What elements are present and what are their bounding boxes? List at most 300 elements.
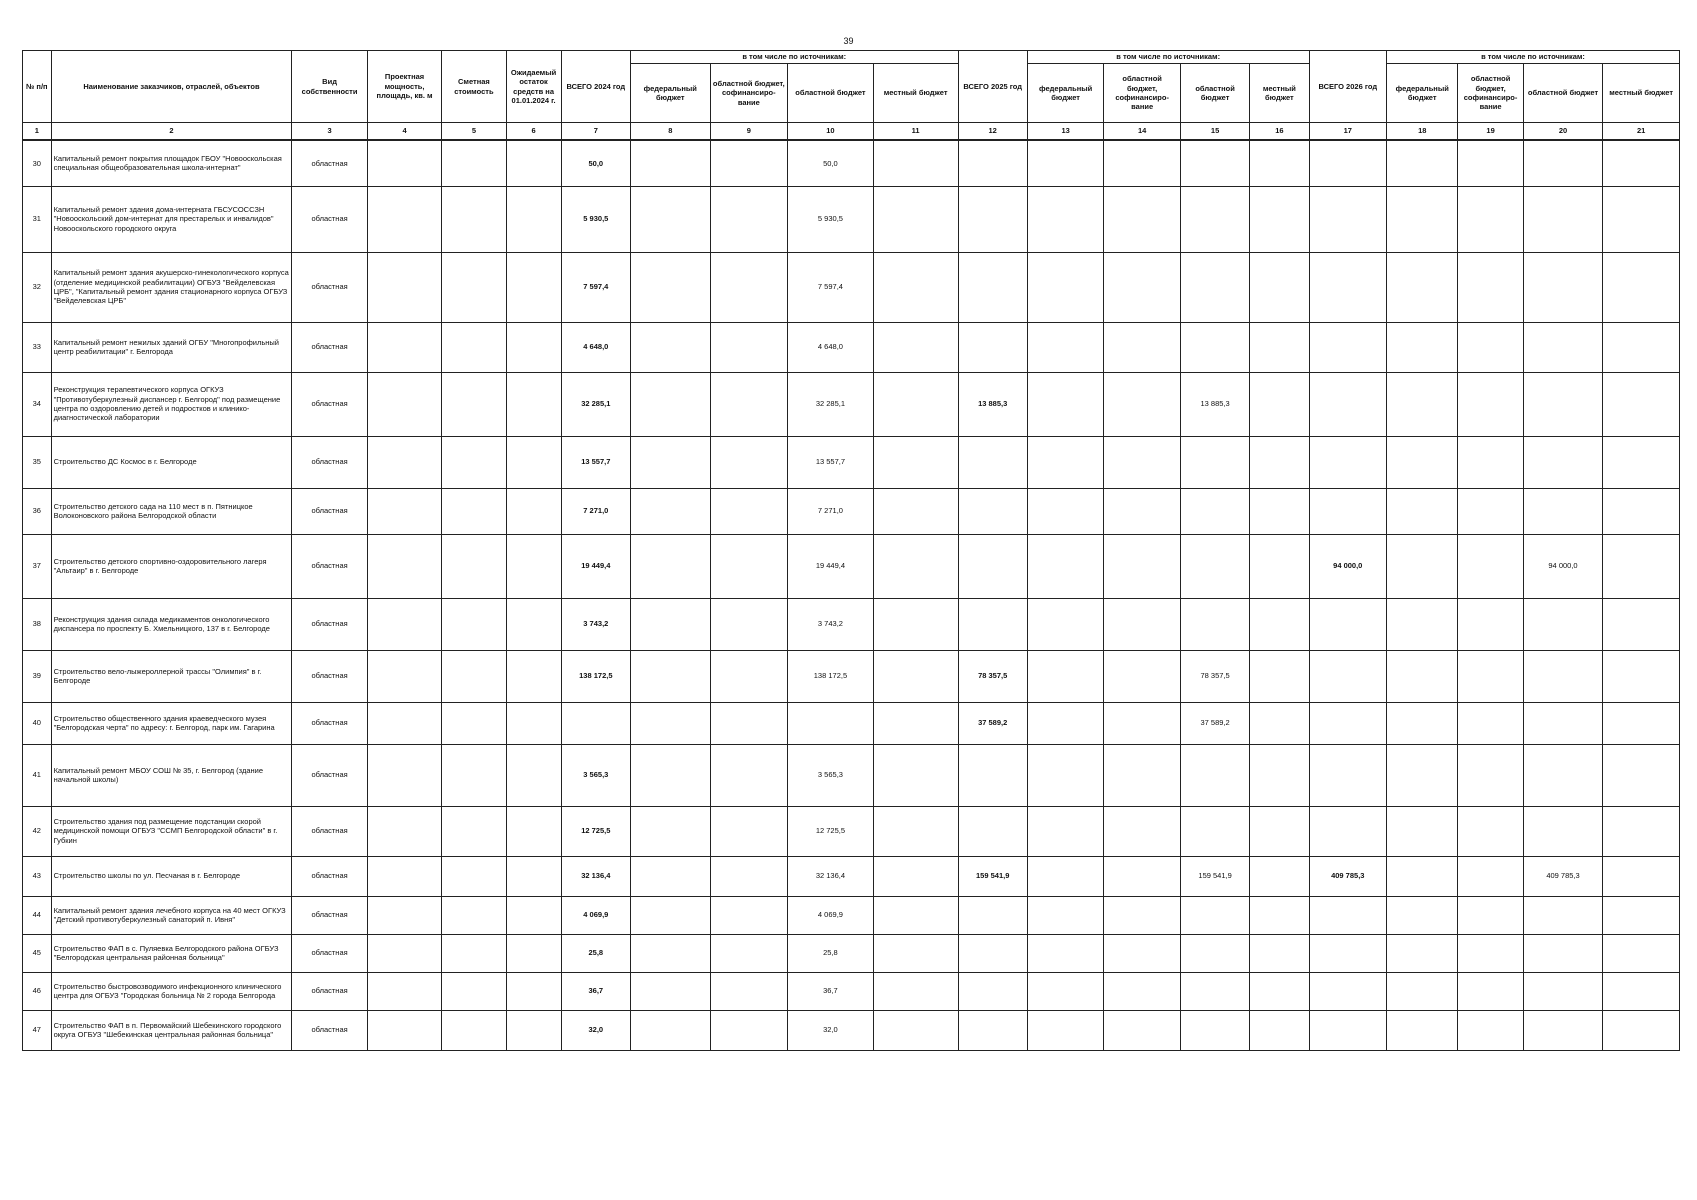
value-cell: [1603, 488, 1680, 534]
column-number-row: [23, 123, 1680, 141]
value-cell: [1458, 488, 1523, 534]
value-cell: [1387, 1010, 1458, 1050]
value-cell: [873, 488, 958, 534]
value-cell: [1603, 856, 1680, 896]
value-cell: [1309, 896, 1387, 934]
header-estimate: Сметная стоимость: [442, 51, 506, 123]
object-name: Капитальный ремонт здания дома-интерната ГБСУСОССЗН "Новооскольский дом-интернат для престарелых и инвалидов" Новооскольского городского округа: [51, 186, 292, 252]
value-cell: [1309, 598, 1387, 650]
value-cell: 50,0: [561, 140, 630, 186]
value-cell: [1387, 934, 1458, 972]
header-regional-cofin-2026: областной бюджет, софинансиро-вание: [1458, 64, 1523, 123]
value-cell: [367, 436, 441, 488]
value-cell: [631, 934, 711, 972]
value-cell: 3 743,2: [788, 598, 874, 650]
table-row: [23, 972, 1680, 1010]
column-number: 5: [442, 123, 506, 141]
header-regional-2024: областной бюджет: [788, 64, 874, 123]
value-cell: 138 172,5: [788, 650, 874, 702]
value-cell: [367, 322, 441, 372]
header-regional-2026: областной бюджет: [1523, 64, 1603, 123]
row-number: 39: [23, 650, 52, 702]
value-cell: [506, 856, 561, 896]
header-ownership: Вид собственности: [292, 51, 367, 123]
table-row: [23, 436, 1680, 488]
value-cell: [873, 322, 958, 372]
table-body: [23, 140, 1680, 1050]
value-cell: [367, 488, 441, 534]
ownership-type: областная: [292, 702, 367, 744]
header-local-2026: местный бюджет: [1603, 64, 1680, 123]
header-federal-2026: федеральный бюджет: [1387, 64, 1458, 123]
value-cell: [710, 934, 788, 972]
ownership-type: областная: [292, 856, 367, 896]
ownership-type: областная: [292, 598, 367, 650]
value-cell: [1458, 1010, 1523, 1050]
ownership-type: областная: [292, 372, 367, 436]
value-cell: [631, 534, 711, 598]
value-cell: [1027, 806, 1104, 856]
table-row: [23, 856, 1680, 896]
column-number: 3: [292, 123, 367, 141]
value-cell: [873, 598, 958, 650]
value-cell: [442, 534, 506, 598]
column-number: 9: [710, 123, 788, 141]
value-cell: [506, 650, 561, 702]
column-number: 4: [367, 123, 441, 141]
value-cell: [1387, 252, 1458, 322]
value-cell: [1104, 140, 1181, 186]
value-cell: 409 785,3: [1523, 856, 1603, 896]
value-cell: 25,8: [561, 934, 630, 972]
object-name: Строительство детского сада на 110 мест в п. Пятницкое Волоконовского района Белгородской области: [51, 488, 292, 534]
value-cell: [1603, 702, 1680, 744]
value-cell: [1603, 896, 1680, 934]
value-cell: 78 357,5: [1180, 650, 1249, 702]
object-name: Строительство быстровозводимого инфекционного клинического центра для ОГБУЗ "Городская больница № 2 города Белгорода: [51, 972, 292, 1010]
value-cell: [1523, 488, 1603, 534]
value-cell: [710, 972, 788, 1010]
row-number: 47: [23, 1010, 52, 1050]
value-cell: [367, 896, 441, 934]
value-cell: [1387, 534, 1458, 598]
value-cell: [1250, 322, 1309, 372]
value-cell: [1309, 744, 1387, 806]
value-cell: [873, 856, 958, 896]
object-name: Капитальный ремонт здания лечебного корпуса на 40 мест ОГКУЗ "Детский противотуберкулезный санаторий п. Ивня": [51, 896, 292, 934]
value-cell: [1603, 972, 1680, 1010]
value-cell: [873, 252, 958, 322]
value-cell: [1104, 806, 1181, 856]
value-cell: [1603, 372, 1680, 436]
table-row: [23, 488, 1680, 534]
value-cell: [442, 972, 506, 1010]
value-cell: [710, 488, 788, 534]
value-cell: [1458, 744, 1523, 806]
value-cell: 159 541,9: [958, 856, 1027, 896]
value-cell: [1458, 436, 1523, 488]
value-cell: [506, 806, 561, 856]
value-cell: 19 449,4: [561, 534, 630, 598]
value-cell: 94 000,0: [1309, 534, 1387, 598]
value-cell: [873, 372, 958, 436]
header-federal-2025: федеральный бюджет: [1027, 64, 1104, 123]
value-cell: 7 271,0: [561, 488, 630, 534]
value-cell: [1603, 534, 1680, 598]
value-cell: [710, 650, 788, 702]
value-cell: [958, 972, 1027, 1010]
value-cell: [1027, 322, 1104, 372]
ownership-type: областная: [292, 186, 367, 252]
value-cell: 19 449,4: [788, 534, 874, 598]
object-name: Строительство школы по ул. Песчаная в г. Белгороде: [51, 856, 292, 896]
value-cell: [873, 934, 958, 972]
table-row: [23, 534, 1680, 598]
row-number: 43: [23, 856, 52, 896]
table-row: [23, 186, 1680, 252]
value-cell: [506, 1010, 561, 1050]
value-cell: [1458, 140, 1523, 186]
value-cell: 5 930,5: [788, 186, 874, 252]
page-number: 39: [843, 36, 854, 46]
value-cell: [1387, 488, 1458, 534]
value-cell: [442, 186, 506, 252]
value-cell: [710, 744, 788, 806]
value-cell: [1180, 896, 1249, 934]
value-cell: [631, 252, 711, 322]
value-cell: [1027, 896, 1104, 934]
value-cell: [1603, 650, 1680, 702]
value-cell: [1250, 436, 1309, 488]
table-row: [23, 1010, 1680, 1050]
ownership-type: областная: [292, 972, 367, 1010]
value-cell: [710, 598, 788, 650]
row-number: 41: [23, 744, 52, 806]
column-number: 17: [1309, 123, 1387, 141]
table-row: [23, 252, 1680, 322]
value-cell: [1027, 744, 1104, 806]
value-cell: [442, 252, 506, 322]
value-cell: [506, 744, 561, 806]
value-cell: 7 597,4: [788, 252, 874, 322]
value-cell: [1250, 534, 1309, 598]
value-cell: [442, 436, 506, 488]
ownership-type: областная: [292, 140, 367, 186]
value-cell: [1523, 896, 1603, 934]
header-capacity: Проектная мощность, площадь, кв. м: [367, 51, 441, 123]
value-cell: [1250, 744, 1309, 806]
value-cell: [442, 140, 506, 186]
ownership-type: областная: [292, 488, 367, 534]
value-cell: [1387, 598, 1458, 650]
budget-table: [22, 50, 1680, 1051]
value-cell: [506, 436, 561, 488]
value-cell: 4 069,9: [788, 896, 874, 934]
value-cell: [1250, 252, 1309, 322]
row-number: 30: [23, 140, 52, 186]
value-cell: [1523, 322, 1603, 372]
value-cell: 3 565,3: [561, 744, 630, 806]
column-number: 18: [1387, 123, 1458, 141]
value-cell: 7 271,0: [788, 488, 874, 534]
header-regional-cofin-2024: областной бюджет, софинансиро-вание: [710, 64, 788, 123]
value-cell: [1027, 534, 1104, 598]
value-cell: [1387, 650, 1458, 702]
value-cell: [1027, 436, 1104, 488]
value-cell: [873, 972, 958, 1010]
value-cell: [1603, 806, 1680, 856]
value-cell: [710, 186, 788, 252]
value-cell: [1523, 598, 1603, 650]
value-cell: [1027, 1010, 1104, 1050]
value-cell: 409 785,3: [1309, 856, 1387, 896]
value-cell: [1603, 436, 1680, 488]
value-cell: [1104, 436, 1181, 488]
value-cell: [873, 436, 958, 488]
value-cell: [367, 972, 441, 1010]
value-cell: [1603, 744, 1680, 806]
value-cell: [1180, 252, 1249, 322]
value-cell: [1180, 436, 1249, 488]
table-row: [23, 140, 1680, 186]
value-cell: [1523, 806, 1603, 856]
column-number: 15: [1180, 123, 1249, 141]
value-cell: [367, 934, 441, 972]
value-cell: [1309, 972, 1387, 1010]
value-cell: [442, 1010, 506, 1050]
column-number: 20: [1523, 123, 1603, 141]
value-cell: [1027, 488, 1104, 534]
value-cell: [1458, 806, 1523, 856]
header-federal-2024: федеральный бюджет: [631, 64, 711, 123]
object-name: Строительство здания под размещение подстанции скорой медицинской помощи ОГБУЗ "ССМП Белгородской области" в г. Губкин: [51, 806, 292, 856]
value-cell: [442, 896, 506, 934]
table-row: [23, 322, 1680, 372]
value-cell: [1104, 856, 1181, 896]
value-cell: 94 000,0: [1523, 534, 1603, 598]
object-name: Строительство детского спортивно-оздоровительного лагеря "Альтаир" в г. Белгороде: [51, 534, 292, 598]
value-cell: [367, 650, 441, 702]
value-cell: [1387, 972, 1458, 1010]
value-cell: [1458, 252, 1523, 322]
value-cell: [958, 436, 1027, 488]
value-cell: 4 648,0: [788, 322, 874, 372]
value-cell: [873, 744, 958, 806]
value-cell: 138 172,5: [561, 650, 630, 702]
value-cell: [1104, 896, 1181, 934]
row-number: 34: [23, 372, 52, 436]
value-cell: [1387, 856, 1458, 896]
value-cell: [1104, 598, 1181, 650]
object-name: Строительство общественного здания краеведческого музея "Белгородская черта" по адресу: г. Белгород, парк им. Гагарина: [51, 702, 292, 744]
value-cell: [1458, 896, 1523, 934]
row-number: 32: [23, 252, 52, 322]
value-cell: [1180, 806, 1249, 856]
value-cell: [1523, 934, 1603, 972]
value-cell: 12 725,5: [788, 806, 874, 856]
value-cell: [710, 436, 788, 488]
value-cell: [958, 252, 1027, 322]
value-cell: 50,0: [788, 140, 874, 186]
row-number: 46: [23, 972, 52, 1010]
table-row: [23, 598, 1680, 650]
value-cell: [1250, 856, 1309, 896]
value-cell: [367, 372, 441, 436]
value-cell: [442, 372, 506, 436]
value-cell: [442, 806, 506, 856]
value-cell: [1180, 1010, 1249, 1050]
value-cell: [1309, 934, 1387, 972]
value-cell: [1027, 702, 1104, 744]
ownership-type: областная: [292, 436, 367, 488]
value-cell: [1250, 806, 1309, 856]
value-cell: [631, 488, 711, 534]
value-cell: [710, 534, 788, 598]
object-name: Капитальный ремонт покрытия площадок ГБОУ "Новооскольская специальная общеобразовательная школа-интернат": [51, 140, 292, 186]
ownership-type: областная: [292, 896, 367, 934]
row-number: 45: [23, 934, 52, 972]
header-sources-2024: в том числе по источникам:: [631, 51, 959, 64]
value-cell: [506, 372, 561, 436]
value-cell: [442, 322, 506, 372]
value-cell: [1104, 972, 1181, 1010]
value-cell: 13 557,7: [788, 436, 874, 488]
value-cell: [958, 322, 1027, 372]
value-cell: 36,7: [788, 972, 874, 1010]
value-cell: [1603, 140, 1680, 186]
value-cell: [631, 702, 711, 744]
value-cell: [631, 186, 711, 252]
value-cell: [506, 896, 561, 934]
ownership-type: областная: [292, 934, 367, 972]
value-cell: [1523, 702, 1603, 744]
value-cell: [1104, 252, 1181, 322]
value-cell: [1309, 702, 1387, 744]
value-cell: [710, 140, 788, 186]
table-row: [23, 934, 1680, 972]
header-total-2025: ВСЕГО 2025 год: [958, 51, 1027, 123]
value-cell: 13 885,3: [1180, 372, 1249, 436]
value-cell: [1250, 650, 1309, 702]
row-number: 36: [23, 488, 52, 534]
value-cell: [367, 252, 441, 322]
value-cell: 4 069,9: [561, 896, 630, 934]
header-expected-balance: Ожидаемый остаток средств на 01.01.2024 г.: [506, 51, 561, 123]
value-cell: [506, 252, 561, 322]
value-cell: [442, 702, 506, 744]
value-cell: [1180, 598, 1249, 650]
value-cell: [1309, 488, 1387, 534]
column-number: 21: [1603, 123, 1680, 141]
value-cell: [442, 744, 506, 806]
value-cell: [1387, 744, 1458, 806]
value-cell: [873, 702, 958, 744]
value-cell: [710, 322, 788, 372]
value-cell: [1309, 806, 1387, 856]
value-cell: [506, 598, 561, 650]
value-cell: [631, 436, 711, 488]
value-cell: [367, 1010, 441, 1050]
value-cell: 4 648,0: [561, 322, 630, 372]
value-cell: [710, 896, 788, 934]
value-cell: [442, 488, 506, 534]
value-cell: [873, 140, 958, 186]
value-cell: [506, 534, 561, 598]
value-cell: [1523, 186, 1603, 252]
ownership-type: областная: [292, 252, 367, 322]
value-cell: [631, 372, 711, 436]
column-number: 7: [561, 123, 630, 141]
value-cell: 13 557,7: [561, 436, 630, 488]
value-cell: [631, 972, 711, 1010]
value-cell: [1104, 934, 1181, 972]
value-cell: [367, 806, 441, 856]
value-cell: [1180, 972, 1249, 1010]
value-cell: [958, 744, 1027, 806]
table-row: [23, 896, 1680, 934]
ownership-type: областная: [292, 534, 367, 598]
value-cell: [367, 186, 441, 252]
value-cell: [1309, 252, 1387, 322]
header-regional-2025: областной бюджет: [1180, 64, 1249, 123]
object-name: Строительство ФАП в п. Первомайский Шебекинского городского округа ОГБУЗ "Шебекинская центральная районная больница": [51, 1010, 292, 1050]
value-cell: 7 597,4: [561, 252, 630, 322]
value-cell: [506, 186, 561, 252]
object-name: Строительство вело-лыжероллерной трассы "Олимпия" в г. Белгороде: [51, 650, 292, 702]
value-cell: [1250, 598, 1309, 650]
value-cell: [506, 934, 561, 972]
value-cell: [506, 972, 561, 1010]
value-cell: 12 725,5: [561, 806, 630, 856]
value-cell: [958, 186, 1027, 252]
column-number: 13: [1027, 123, 1104, 141]
value-cell: [1523, 972, 1603, 1010]
value-cell: [1387, 806, 1458, 856]
value-cell: [710, 372, 788, 436]
value-cell: [1458, 598, 1523, 650]
object-name: Реконструкция терапевтического корпуса ОГКУЗ "Противотуберкулезный диспансер г. Белгород" под размещение центра по оздоровлению детей и подростков и клинико-диагностической лаборатории: [51, 372, 292, 436]
value-cell: [506, 140, 561, 186]
value-cell: 32,0: [788, 1010, 874, 1050]
value-cell: [1387, 186, 1458, 252]
row-number: 31: [23, 186, 52, 252]
value-cell: 159 541,9: [1180, 856, 1249, 896]
value-cell: [958, 896, 1027, 934]
value-cell: [1458, 650, 1523, 702]
value-cell: [1027, 252, 1104, 322]
value-cell: [367, 702, 441, 744]
value-cell: [561, 702, 630, 744]
value-cell: [1458, 856, 1523, 896]
value-cell: [1387, 140, 1458, 186]
object-name: Капитальный ремонт здания акушерско-гинекологического корпуса (отделение медицинской реабилитации) ОГБУЗ "Вейделевская ЦРБ", "Капитальный ремонт здания стационарного корпуса ОГБУЗ "Вейделевская ЦРБ": [51, 252, 292, 322]
value-cell: 3 743,2: [561, 598, 630, 650]
value-cell: [958, 598, 1027, 650]
table-row: [23, 372, 1680, 436]
table-row: [23, 650, 1680, 702]
value-cell: [1104, 1010, 1181, 1050]
row-number: 40: [23, 702, 52, 744]
value-cell: [1027, 140, 1104, 186]
value-cell: [367, 534, 441, 598]
value-cell: [1027, 650, 1104, 702]
value-cell: [1603, 322, 1680, 372]
value-cell: [788, 702, 874, 744]
value-cell: [958, 934, 1027, 972]
value-cell: [1250, 972, 1309, 1010]
column-number: 6: [506, 123, 561, 141]
header-regional-cofin-2025: областной бюджет, софинансиро-вание: [1104, 64, 1181, 123]
